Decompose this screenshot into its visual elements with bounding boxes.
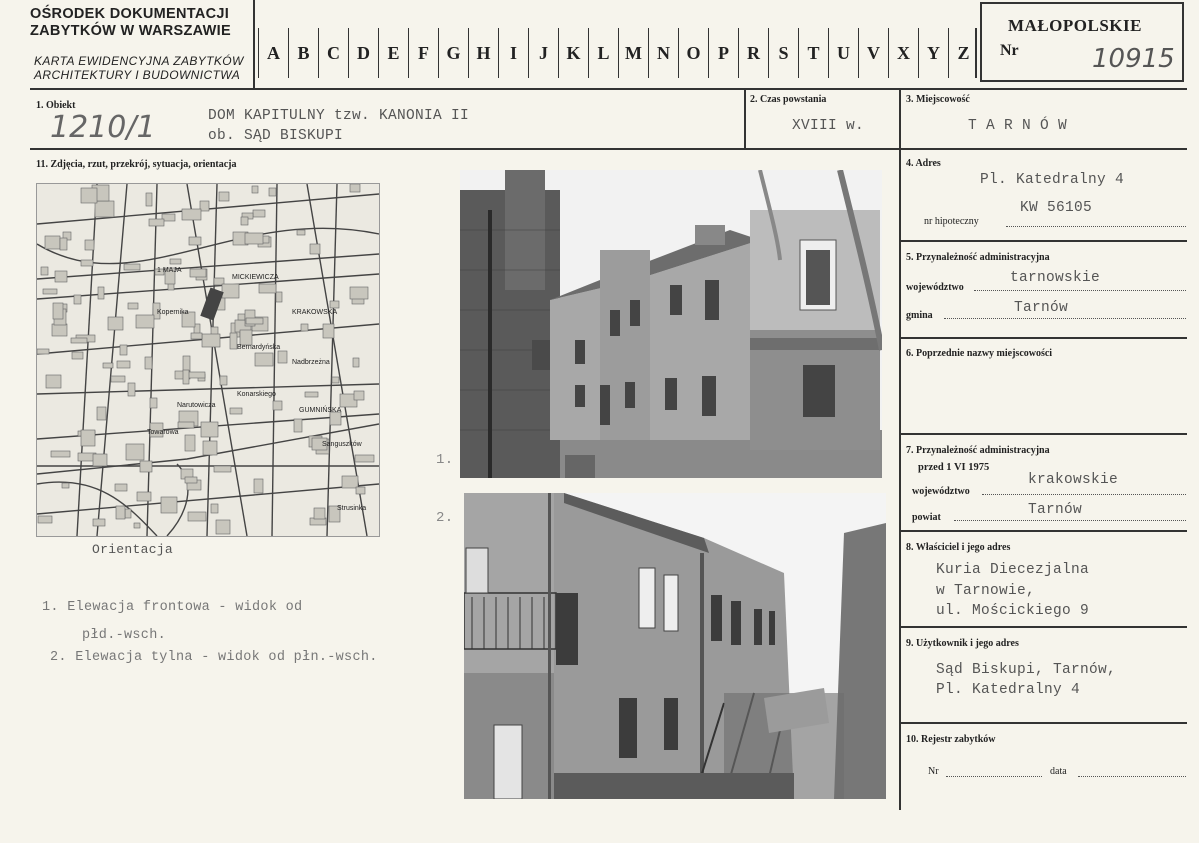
map-block: [149, 219, 164, 226]
obiekt-name-line1: DOM KAPITULNY tzw. KANONIA II: [208, 108, 470, 124]
map-block: [41, 267, 48, 275]
map-block: [330, 301, 339, 308]
map-block: [185, 435, 195, 451]
admin75-powiat-dots: [954, 520, 1186, 521]
map-block: [301, 324, 308, 331]
divider-czas: [744, 88, 746, 148]
map-block: [230, 333, 237, 349]
header-bottom-line: [30, 88, 1187, 90]
map-block: [222, 284, 239, 298]
admin-woj-value: tarnowskie: [1010, 270, 1101, 286]
map-block: [245, 233, 263, 244]
map-block: [350, 184, 360, 192]
header-divider: [253, 0, 255, 88]
admin75-sub: przed 1 VI 1975: [918, 462, 990, 473]
map-block: [216, 520, 230, 534]
map-block: [187, 372, 205, 378]
uzytkownik-line2: Pl. Katedralny 4: [936, 682, 1081, 698]
map-block: [136, 315, 154, 328]
map-block: [52, 324, 67, 336]
czas-value: XVIII w.: [792, 118, 865, 134]
adres-value: Pl. Katedralny 4: [980, 172, 1125, 188]
rejestr-nr-label: Nr: [928, 766, 939, 777]
map-block: [238, 314, 245, 320]
index-letter: M: [618, 28, 648, 78]
index-letter: L: [588, 28, 618, 78]
map-block: [230, 408, 242, 414]
map-block: [305, 392, 318, 397]
map-block: [81, 188, 97, 203]
map-block: [254, 479, 263, 493]
map-street-label: KRAKOWSKA: [292, 309, 338, 316]
map-street-label: Towarowa: [147, 429, 179, 436]
obiekt-number: 1210/1: [50, 110, 156, 145]
map-block: [332, 377, 339, 383]
map-block: [140, 461, 152, 472]
admin-woj-label: województwo: [906, 282, 964, 293]
index-letter: U: [828, 28, 858, 78]
organization-name: [30, 6, 231, 40]
map-illustration: [37, 184, 379, 536]
map-block: [219, 192, 229, 201]
admin-gmina-dots: [944, 318, 1186, 319]
index-letter: P: [708, 28, 738, 78]
map-block: [161, 497, 177, 513]
photo-front-elevation: [460, 170, 882, 478]
map-street-label: Konarskiego: [237, 391, 276, 398]
orientacja-label: Orientacja: [92, 542, 174, 557]
map-block: [108, 317, 123, 330]
org-line1: OŚRODEK DOKUMENTACJI: [30, 6, 230, 22]
map-block: [201, 422, 218, 437]
index-letter: B: [288, 28, 318, 78]
wlasciciel-line3: ul. Mościckiego 9: [936, 603, 1090, 619]
czas-label: 2. Czas powstania: [750, 94, 827, 105]
map-block: [145, 357, 152, 369]
admin75-woj-label: województwo: [912, 486, 970, 497]
index-letter: A: [258, 28, 288, 78]
index-letters: [258, 28, 978, 78]
index-letter: C: [318, 28, 348, 78]
index-letter: K: [558, 28, 588, 78]
map-street-label: Kopernika: [157, 309, 189, 316]
nr-value: 10915: [1092, 44, 1175, 74]
map-block: [117, 361, 130, 368]
card-type-line1: KARTA EWIDENCYJNA ZABYTKÓW: [34, 54, 244, 68]
map-block: [241, 217, 248, 225]
map-block: [98, 287, 104, 299]
obiekt-label: 1. Obiekt: [36, 100, 76, 111]
index-letter: S: [768, 28, 798, 78]
map-block: [220, 376, 227, 385]
map-block: [111, 376, 125, 382]
city-map: [36, 183, 380, 537]
map-block: [190, 269, 206, 277]
map-block: [178, 422, 194, 428]
map-block: [202, 334, 220, 347]
poprzednie-label: 6. Poprzednie nazwy miejscowości: [906, 348, 1053, 359]
rejestr-label: 10. Rejestr zabytków: [906, 734, 996, 745]
org-line2: ZABYTKÓW W WARSZAWIE: [30, 23, 231, 39]
map-block: [353, 358, 359, 367]
map-block: [191, 333, 202, 339]
index-letter: F: [408, 28, 438, 78]
map-block: [246, 318, 263, 324]
map-block: [342, 476, 358, 488]
map-street-label: Bernardyńska: [237, 344, 281, 351]
map-block: [120, 345, 127, 355]
map-block: [146, 193, 152, 206]
map-block: [355, 455, 374, 462]
card-type: [34, 54, 244, 82]
map-street-label: GUMNIŃSKA: [299, 407, 342, 414]
index-letter: D: [348, 28, 378, 78]
map-street-label: Nadbrzeżna: [292, 359, 330, 366]
line-after-uzytkownik: [899, 722, 1187, 724]
map-block: [128, 303, 138, 309]
map-block: [276, 292, 282, 302]
index-letter: J: [528, 28, 558, 78]
admin75-label: 7. Przynależność administracyjna: [906, 445, 1050, 456]
index-letter: Y: [918, 28, 948, 78]
map-block: [93, 519, 105, 526]
map-block: [253, 210, 265, 217]
line-after-poprzednie: [899, 433, 1187, 435]
map-block: [137, 492, 151, 501]
map-block: [62, 483, 69, 488]
region-box: [980, 2, 1184, 82]
admin75-powiat-label: powiat: [912, 512, 941, 523]
map-block: [97, 407, 106, 420]
index-letter: O: [678, 28, 708, 78]
map-block: [125, 509, 131, 518]
map-block: [185, 477, 197, 483]
photo1-image: [460, 170, 882, 478]
map-block: [51, 451, 70, 457]
map-block: [103, 363, 113, 368]
map-block: [55, 271, 67, 282]
hipoteczny-value: KW 56105: [1020, 200, 1093, 216]
map-block: [46, 375, 61, 388]
map-block: [128, 383, 135, 396]
map-street-label: 1 MAJA: [157, 267, 182, 274]
uzytkownik-line1: Sąd Biskupi, Tarnów,: [936, 662, 1117, 678]
index-letter: E: [378, 28, 408, 78]
index-letter: I: [498, 28, 528, 78]
rejestr-nr-dots: [946, 776, 1042, 777]
map-block: [115, 484, 127, 491]
map-block: [323, 324, 334, 338]
map-block: [354, 391, 364, 400]
adres-label: 4. Adres: [906, 158, 941, 169]
map-block: [150, 398, 157, 408]
index-letter: H: [468, 28, 498, 78]
index-letter: X: [888, 28, 918, 78]
rejestr-data-label: data: [1050, 766, 1067, 777]
map-block: [60, 238, 67, 250]
obiekt-name-line2: ob. SĄD BISKUPI: [208, 128, 344, 144]
map-block: [255, 353, 273, 366]
map-block: [45, 236, 60, 249]
map-block: [259, 284, 276, 293]
map-block: [53, 303, 63, 319]
wlasciciel-label: 8. Właściciel i jego adres: [906, 542, 1011, 553]
map-block: [314, 508, 325, 519]
map-block: [74, 295, 81, 304]
rejestr-data-dots: [1078, 776, 1186, 777]
map-block: [273, 401, 282, 410]
map-block: [38, 516, 52, 523]
line-after-wlasciciel: [899, 626, 1187, 628]
photo-rear-elevation: [464, 493, 886, 799]
map-block: [183, 356, 190, 371]
map-block: [356, 487, 365, 494]
index-letter: G: [438, 28, 468, 78]
card-type-line2: ARCHITEKTURY I BUDOWNICTWA: [34, 68, 241, 82]
map-block: [81, 260, 93, 266]
photo2-image: [464, 493, 886, 799]
map-block: [240, 330, 252, 345]
map-block: [134, 523, 140, 528]
letters-end-line: [975, 28, 977, 78]
index-letter: R: [738, 28, 768, 78]
wlasciciel-line2: w Tarnowie,: [936, 583, 1036, 599]
map-block: [297, 230, 305, 235]
map-block: [116, 506, 125, 519]
map-block: [214, 466, 231, 472]
uzytkownik-label: 9. Użytkownik i jego adres: [906, 638, 1019, 649]
map-block: [183, 370, 189, 384]
right-column-divider: [899, 88, 901, 810]
map-block: [124, 264, 140, 270]
admin-woj-dots: [974, 290, 1186, 291]
caption1-line2: płd.-wsch.: [82, 628, 167, 643]
map-block: [294, 419, 302, 432]
admin75-woj-dots: [982, 494, 1186, 495]
caption1-line1: 1. Elewacja frontowa - widok od: [42, 600, 303, 615]
line-after-adres: [899, 240, 1187, 242]
map-block: [71, 338, 87, 343]
hipoteczny-label: nr hipoteczny: [924, 216, 979, 227]
nr-label: Nr: [1000, 42, 1019, 59]
map-block: [269, 188, 276, 196]
admin-gmina-value: Tarnów: [1014, 300, 1069, 316]
admin-label: 5. Przynależność administracyjna: [906, 252, 1050, 263]
row1-bottom-line: [30, 148, 1187, 150]
map-block: [200, 201, 209, 211]
index-letter: N: [648, 28, 678, 78]
miejscowosc-value: T A R N Ó W: [968, 118, 1068, 134]
region-name: MAŁOPOLSKIE: [1008, 16, 1142, 35]
map-block: [126, 444, 144, 460]
map-block: [72, 352, 83, 359]
map-block: [81, 430, 95, 446]
map-block: [278, 351, 287, 363]
map-block: [37, 349, 49, 354]
map-street-label: Narutowicza: [177, 402, 216, 409]
map-block: [95, 201, 114, 217]
admin75-woj-value: krakowskie: [1028, 472, 1119, 488]
admin75-powiat-value: Tarnów: [1028, 502, 1083, 518]
index-letter: V: [858, 28, 888, 78]
admin-gmina-label: gmina: [906, 310, 933, 321]
miejscowosc-label: 3. Miejscowość: [906, 94, 970, 105]
index-letter: T: [798, 28, 828, 78]
line-after-admin: [899, 337, 1187, 339]
wlasciciel-line1: Kuria Diecezjalna: [936, 562, 1090, 578]
map-block: [211, 504, 218, 513]
map-block: [170, 259, 181, 264]
map-block: [182, 209, 201, 220]
line-after-admin75: [899, 530, 1187, 532]
hipoteczny-dots: [1006, 226, 1186, 227]
map-block: [43, 289, 57, 294]
map-street-label: Strusinka: [337, 505, 367, 512]
map-street-label: MICKIEWICZA: [232, 274, 279, 281]
map-block: [252, 186, 258, 193]
map-block: [310, 244, 320, 254]
photo1-number: 1.: [436, 452, 454, 468]
map-block: [350, 287, 368, 299]
map-block: [85, 240, 94, 250]
map-block: [93, 454, 107, 466]
map-street-label: Sanguszków: [322, 441, 362, 448]
map-block: [189, 237, 201, 245]
photo2-number: 2.: [436, 510, 454, 526]
zdjecia-label: 11. Zdjęcia, rzut, przekrój, sytuacja, orientacja: [36, 159, 237, 170]
caption2: 2. Elewacja tylna - widok od płn.-wsch.: [50, 650, 378, 665]
index-letter: Z: [948, 28, 978, 78]
map-block: [203, 441, 217, 455]
map-block: [188, 512, 206, 521]
